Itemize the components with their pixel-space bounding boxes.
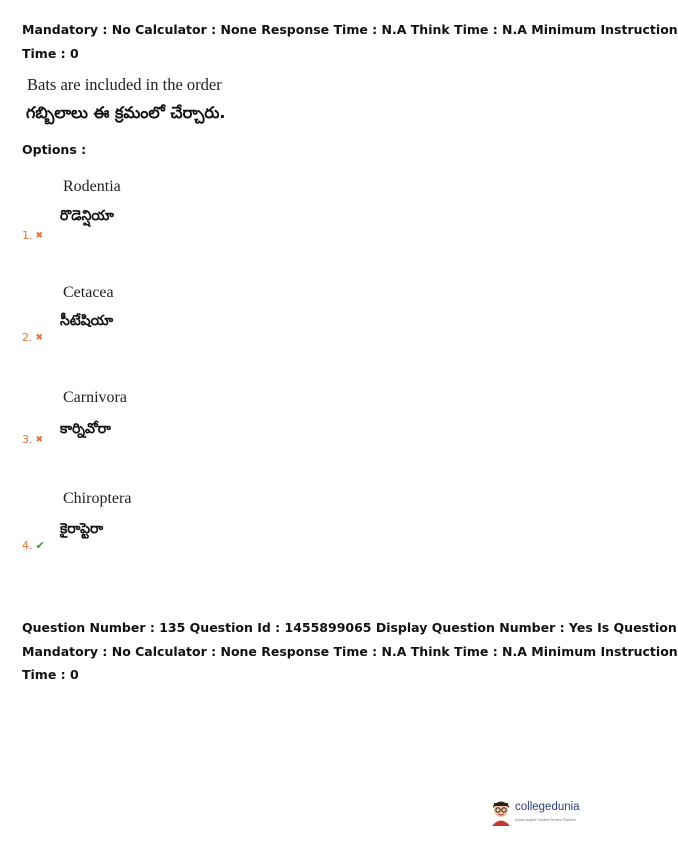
option-3-english: Carnivora (63, 389, 127, 406)
options-label: Options : (22, 142, 87, 157)
wrong-mark-icon: ✖ (35, 231, 44, 241)
wrong-mark-icon: ✖ (35, 333, 44, 343)
option-number: 2. (22, 331, 33, 344)
next-question-meta-line-3: Time : 0 (22, 667, 79, 682)
option-3-telugu: కార్నివోరా (60, 421, 111, 437)
option-number: 3. (22, 433, 33, 446)
correct-check-icon: ✔ (35, 539, 45, 552)
option-4-english: Chiroptera (63, 490, 132, 507)
header-meta-line-1: Mandatory : No Calculator : None Response Time : N.A Think Time : N.A Minimum Instruction (22, 22, 678, 37)
collegedunia-logo (490, 798, 580, 830)
option-1-english: Rodentia (63, 178, 121, 195)
option-number: 4. (22, 539, 33, 552)
option-2-english: Cetacea (63, 284, 114, 301)
option-2-number (22, 331, 43, 344)
header-meta-line-2: Time : 0 (22, 46, 79, 61)
student-avatar-icon (490, 800, 512, 826)
option-4-telugu: కైరాప్టెరా (60, 521, 104, 537)
next-question-meta-line-2: Mandatory : No Calculator : None Response Time : N.A Think Time : N.A Minimum Instruction (22, 644, 678, 659)
option-3-number (22, 433, 43, 446)
question-text-english: Bats are included in the order (27, 75, 222, 94)
option-1-number (22, 229, 43, 242)
question-text-telugu: గబ్బిలాలు ఈ క్రమంలో చేర్చారు. (26, 103, 226, 122)
next-question-meta-line-1: Question Number : 135 Question Id : 1455899065 Display Question Number : Yes Is Question (22, 620, 677, 635)
logo-name: collegedunia (515, 801, 580, 813)
logo-tagline: India's largest Student Review Platform (515, 818, 576, 822)
option-4-number (22, 539, 45, 552)
option-1-telugu: రొడెన్షియా (60, 208, 114, 224)
option-number: 1. (22, 229, 33, 242)
option-2-telugu: సీటేషియా (60, 313, 114, 329)
wrong-mark-icon: ✖ (35, 435, 44, 445)
